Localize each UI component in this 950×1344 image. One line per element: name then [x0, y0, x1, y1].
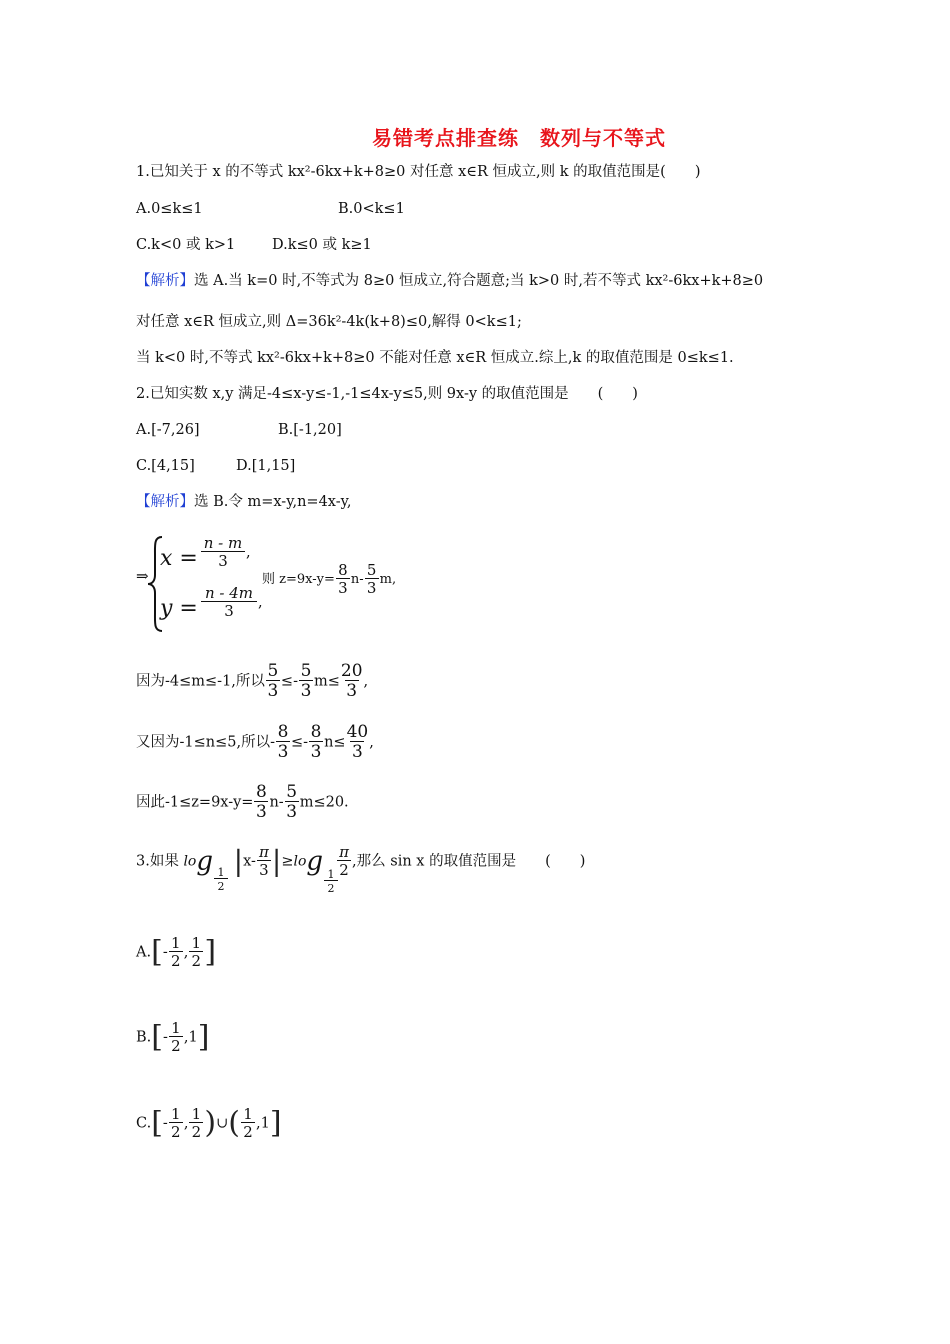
- q2-option-d: D.[1,15]: [236, 458, 296, 474]
- q3-option-b: B.[- $\frac{1}{2}$ ,1]: [136, 1019, 210, 1055]
- page-title: 易错考点排查练 数列与不等式: [372, 126, 666, 150]
- q1-solution-line-1: 【解析】选 A.当 k=0 时,不等式为 8≥0 恒成立,符合题意;当 k>0 时,若不等式 kx²-6kx+k+8≥0: [136, 273, 764, 289]
- q1-solution-line-2: 对任意 x∈R 恒成立,则 Δ=36k²-4k(k+8)≤0,解得 0<k≤1;: [136, 314, 522, 330]
- q1-option-b: B.0<k≤1: [338, 201, 405, 217]
- q2-stem: 2.已知实数 x,y 满足-4≤x-y≤-1,-1≤4x-y≤5,则 9x-y 的取值范围是 ( ): [136, 386, 638, 402]
- q1-option-d: D.k≤0 或 k≥1: [272, 237, 372, 253]
- system-y-fraction: $\frac{n - 4m}{3}$ ,: [200, 586, 263, 619]
- q2-solution-line-1: 【解析】选 B.令 m=x-y,n=4x-y,: [136, 494, 352, 510]
- q2-analysis-tag: 【解析】: [136, 494, 194, 510]
- m-bounds-line: 因为-4≤m≤-1,所以 $\frac{5}{3}$ ≤- $\frac{5}{3}$ m≤ $\frac{20}{3}$ ,: [136, 661, 369, 701]
- n-bounds-line: 又因为-1≤n≤5,所以- $\frac{8}{3}$ ≤- $\frac{8}{3}$ n≤ $\frac{40}{3}$ ,: [136, 722, 374, 762]
- q2-option-c: C.[4,15]: [136, 458, 195, 474]
- system-y-label: y =: [160, 596, 198, 621]
- q1-analysis-tag: 【解析】: [136, 273, 194, 289]
- q3-option-a: A.[- $\frac{1}{2}$ , $\frac{1}{2}$ ]: [136, 934, 217, 970]
- q1-option-a: A.0≤k≤1: [136, 201, 203, 217]
- q1-solution-line-3: 当 k<0 时,不等式 kx²-6kx+k+8≥0 不能对任意 x∈R 恒成立.综上,k 的取值范围是 0≤k≤1.: [136, 350, 734, 366]
- z-expression: 则 z=9x-y= $\frac{8}{3}$ n- $\frac{5}{3}$ m,: [262, 561, 397, 597]
- system-x-fraction: $\frac{n - m}{3}$ ,: [200, 536, 251, 569]
- q2-option-b: B.[-1,20]: [278, 422, 342, 438]
- q1-option-c: C.k<0 或 k>1: [136, 237, 236, 253]
- q1-stem: 1.已知关于 x 的不等式 kx²-6kx+k+8≥0 对任意 x∈R 恒成立,则 k 的取值范围是( ): [136, 164, 701, 180]
- q2-option-a: A.[-7,26]: [136, 422, 200, 438]
- system-x-label: x =: [160, 546, 198, 571]
- z-bounds-line: 因此-1≤z=9x-y= $\frac{8}{3}$ n- $\frac{5}{3}$ m≤20.: [136, 782, 349, 822]
- q3-stem: 3.如果 log $\frac{1}{2}$ |x- $\frac{\pi}{3}$ |≥log $\frac{1}{2}$ $\frac{\pi}{2}$ ,那么 sin x 的取值范围是 ( ): [136, 843, 586, 895]
- q3-option-c: C.[- $\frac{1}{2}$ , $\frac{1}{2}$ )∪( $\frac{1}{2}$ ,1]: [136, 1105, 282, 1141]
- implies-arrow: ⇒: [136, 567, 149, 585]
